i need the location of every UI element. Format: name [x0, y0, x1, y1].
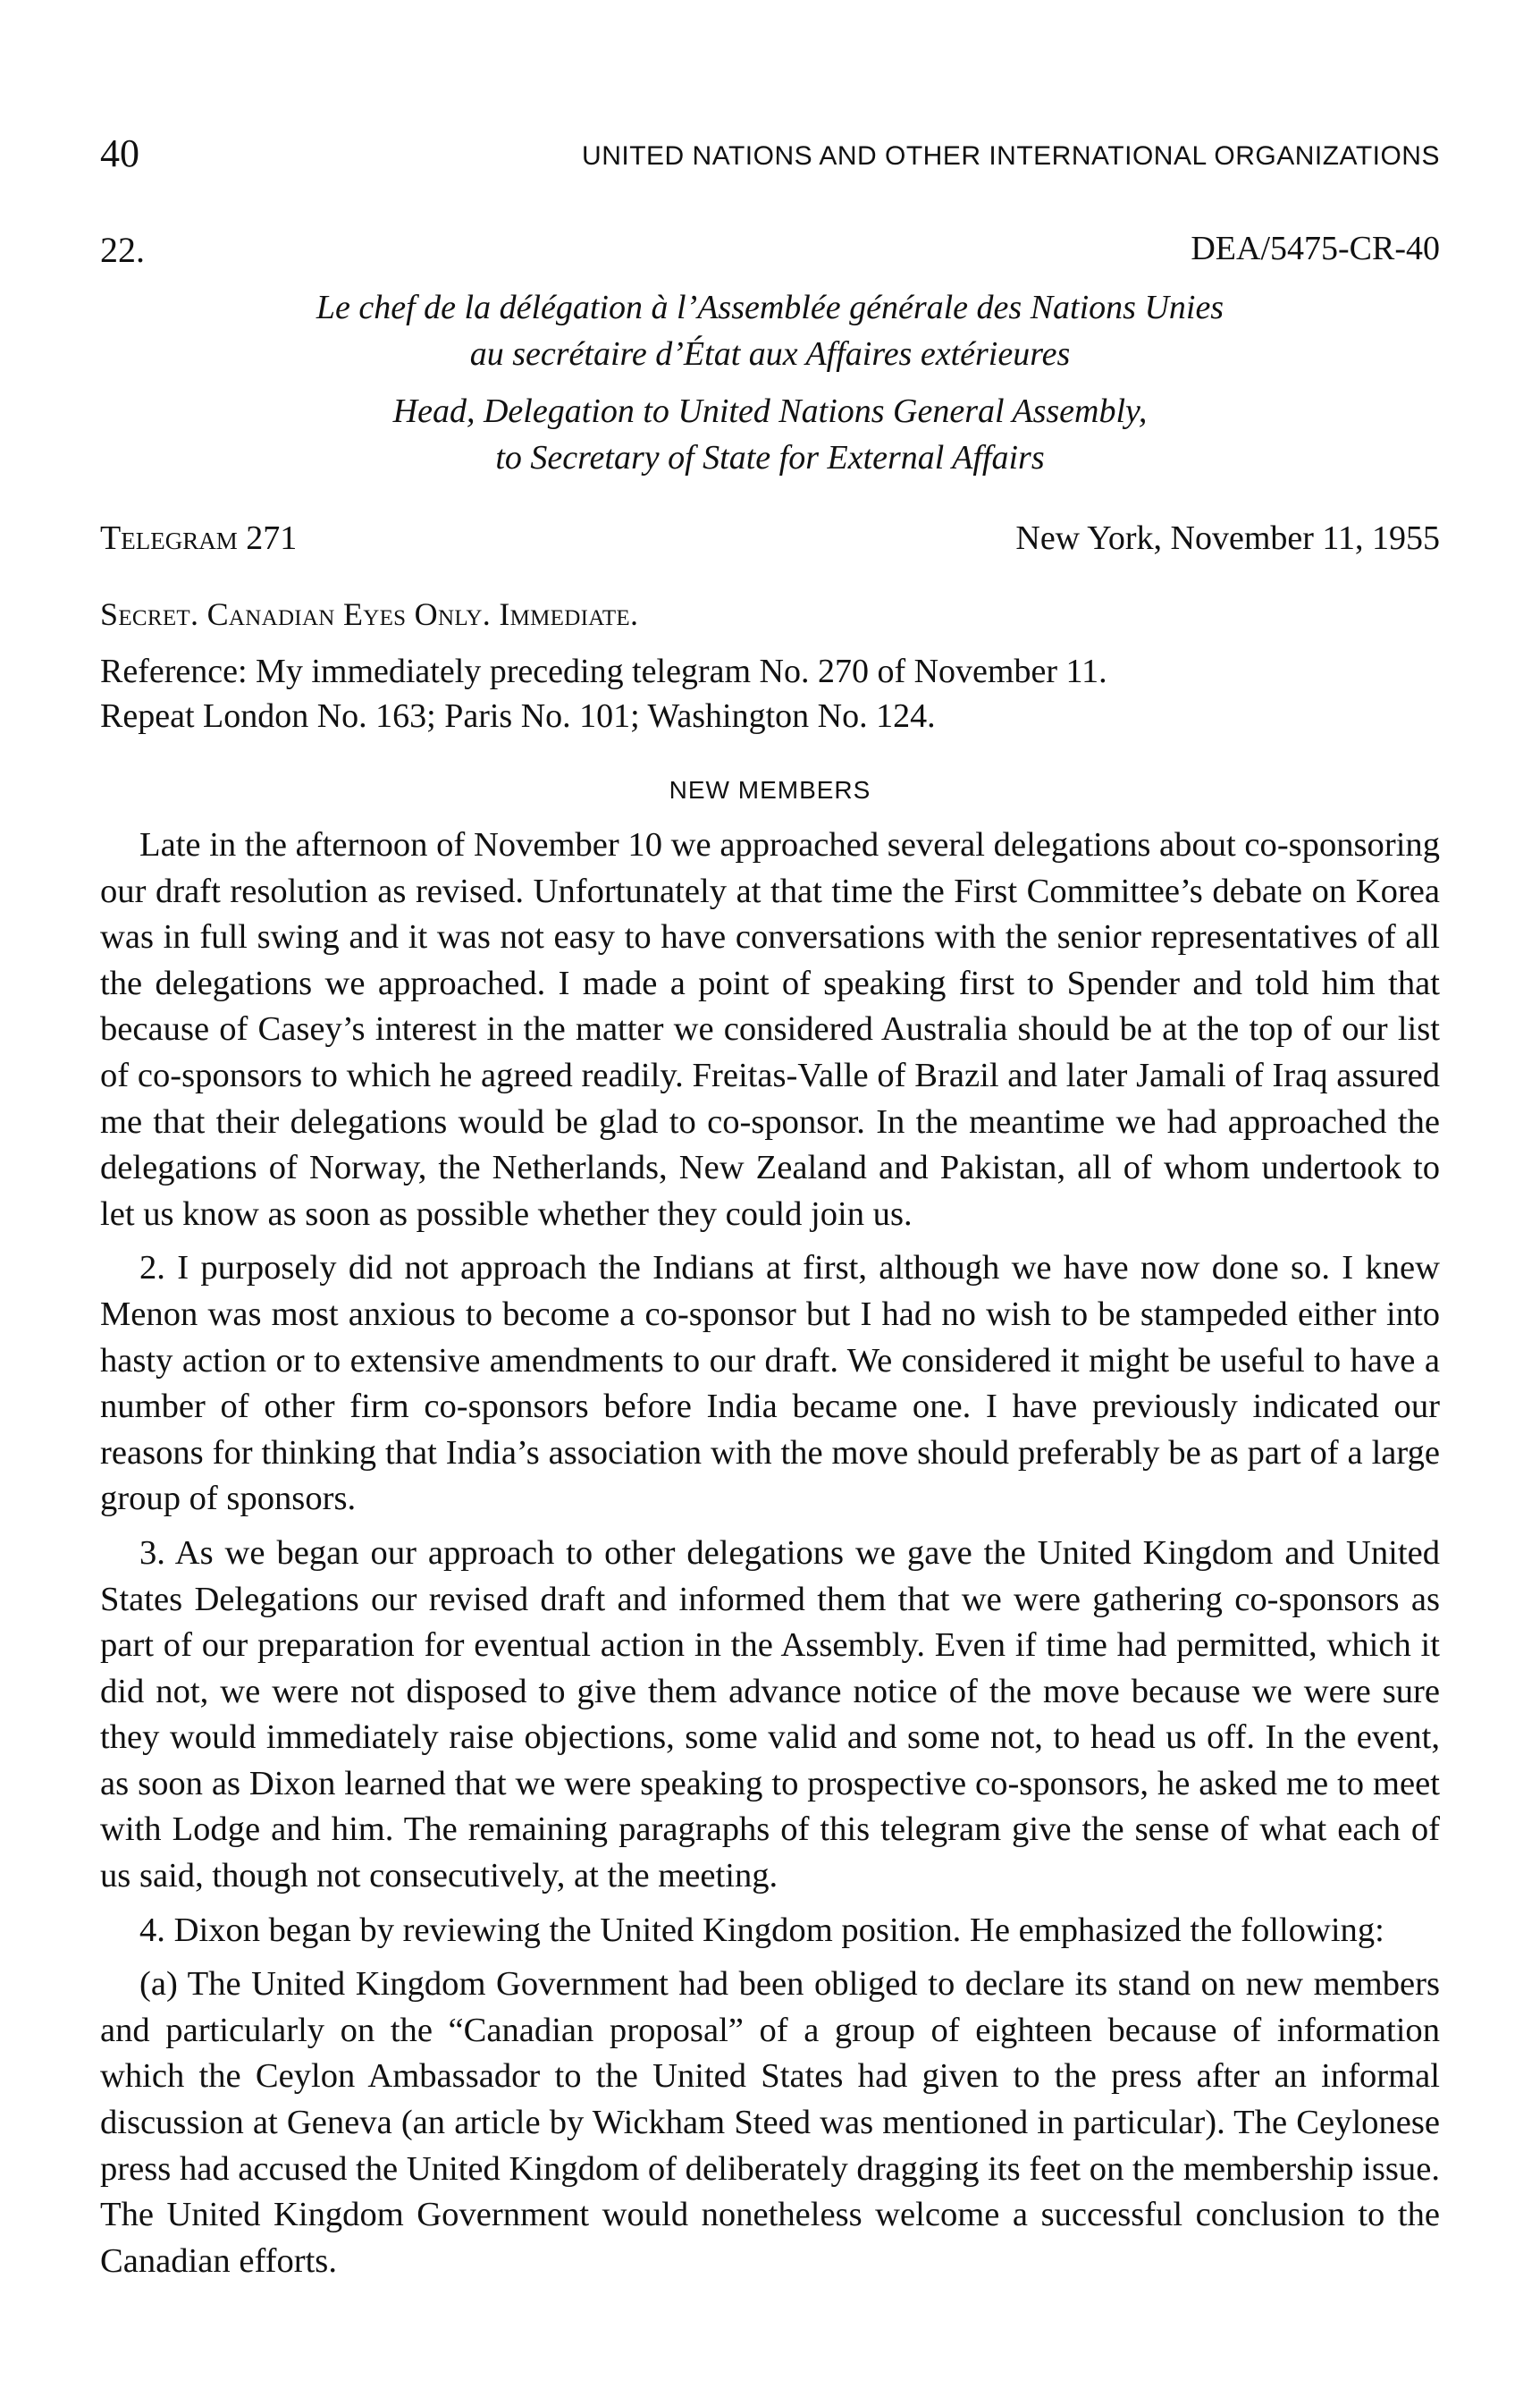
- file-reference: DEA/5475-CR-40: [1191, 230, 1440, 267]
- page-header: [100, 131, 1440, 184]
- paragraph-3: 3. As we began our approach to other delegations we gave the United Kingdom and United States Delegations our revised draft and informed them that we were gathering co-sponsors as part of our preparation for eventual action in the Assembly. Even if time had permitted, which it did not, we were not disposed to give them advance notice of the move because we were sure they would immediately raise objections, some valid and some not, to head us off. In the event, as soon as Dixon learned that we were speaking to prospective co-sponsors, he asked me to meet with Lodge and him. The remaining paragraphs of this telegram give the sense of what each of us said, though not consecutively, at the meeting.: [100, 1533, 1440, 1895]
- title-english: [100, 388, 1440, 481]
- title-english-line-1: Head, Delegation to United Nations General Assembly,: [392, 392, 1148, 430]
- paragraph-2: 2. I purposely did not approach the Indians at first, although we have now done so. I knew Menon was most anxious to become a co-sponsor but I had no wish to be stampeded either into hasty action or to extensive amendments to our draft. We considered it might be useful to have a number of other firm co-sponsors before India became one. I have previously indicated our reasons for thinking that India’s association with the move should preferably be as part of a large group of sponsors.: [100, 1249, 1440, 1518]
- telegram-number: Telegram 271: [100, 519, 298, 557]
- section-title: NEW MEMBERS: [669, 776, 871, 804]
- paragraph-4: 4. Dixon began by reviewing the United Kingdom position. He emphasized the following:: [139, 1911, 1384, 1949]
- running-head: UNITED NATIONS AND OTHER INTERNATIONAL ORGANIZATIONS: [582, 141, 1440, 171]
- repeat-line: Repeat London No. 163; Paris No. 101; Washington No. 124.: [100, 697, 936, 735]
- document-number-row: [100, 229, 1440, 279]
- title-french: [100, 284, 1440, 377]
- body-text: [100, 823, 1440, 2292]
- reference-line: Reference: My immediately preceding telegram No. 270 of November 11.: [100, 653, 1107, 690]
- document-number: 22.: [100, 230, 145, 270]
- classification: Secret. Canadian Eyes Only. Immediate.: [100, 596, 639, 632]
- title-english-line-2: to Secretary of State for External Affairs: [495, 439, 1045, 477]
- telegram-row: [100, 519, 1440, 569]
- title-french-line-2: au secrétaire d’État aux Affaires extérieures: [469, 335, 1071, 373]
- dateline: New York, November 11, 1955: [1015, 519, 1440, 557]
- paragraph-4a: (a) The United Kingdom Government had been obliged to declare its stand on new members and particularly on the “Canadian proposal” of a group of eighteen because of information which the Ceylon Ambassador to the United States had given to the press after an informal discussion at Geneva (an article by Wickham Steed was mentioned in particular). The Ceylonese press had accused the United Kingdom of deliberately dragging its feet on the membership issue. The United Kingdom Government would nonetheless welcome a successful conclusion to the Canadian efforts.: [100, 1965, 1440, 2280]
- reference-block: [100, 649, 1440, 738]
- title-french-line-1: Le chef de la délégation à l’Assemblée générale des Nations Unies: [316, 289, 1224, 326]
- paragraph-1: Late in the afternoon of November 10 we approached several delegations about co-sponsoring our draft resolution as revised. Unfortunately at that time the First Committee’s debate on Korea was in full swing and it was not easy to have conversations with the senior representatives of all the delegations we approached. I made a point of speaking first to Spender and told him that because of Casey’s interest in the matter we considered Australia should be at the top of our list of co-sponsors to which he agreed readily. Freitas-Valle of Brazil and later Jamali of Iraq assured me that their delegations would be glad to co-sponsor. In the meantime we had approached the delegations of Norway, the Netherlands, New Zealand and Pakistan, all of whom undertook to let us know as soon as possible whether they could join us.: [100, 826, 1440, 1233]
- page-number: 40: [100, 131, 139, 175]
